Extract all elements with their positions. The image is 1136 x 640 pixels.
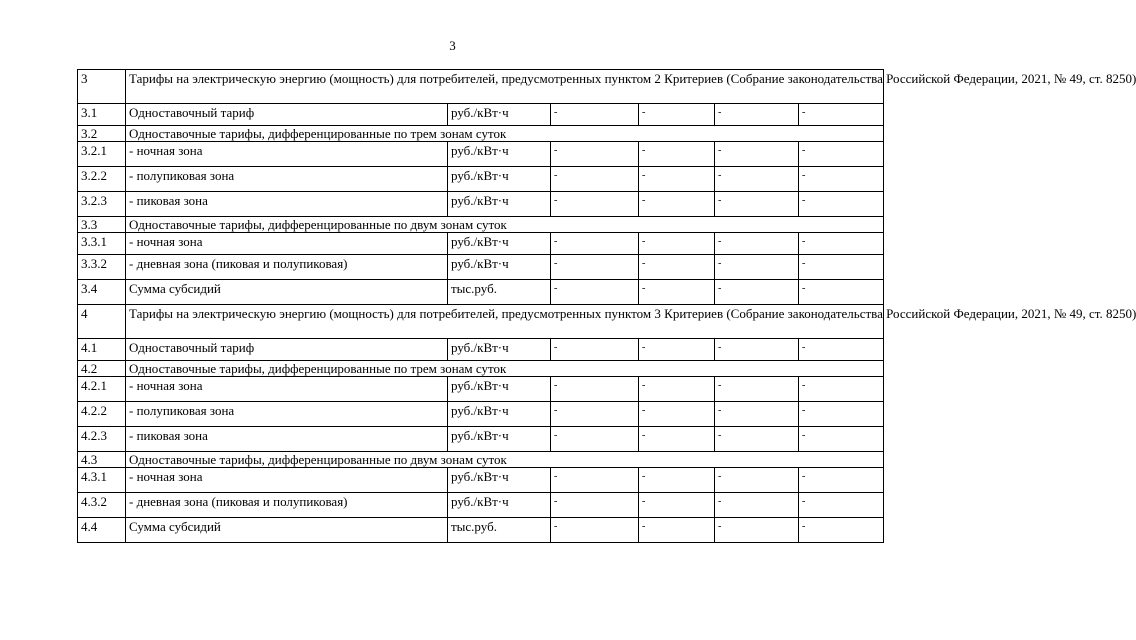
tariff-table	[77, 69, 1136, 543]
row-name: - дневная зона (пиковая и полупиковая)	[126, 255, 448, 280]
row-unit: руб./кВт·ч	[448, 192, 551, 217]
value-cell: -	[715, 402, 799, 427]
value-cell: -	[639, 280, 715, 305]
row-name: - пиковая зона	[126, 427, 448, 452]
value-cell: -	[639, 142, 715, 167]
row-name: - ночная зона	[126, 468, 448, 493]
section-title: Тарифы на электрическую энергию (мощность) для потребителей, предусмотренных пунктом 2 Критериев (Собрание законодательства Российской Федерации, 2021, № 49, ст. 8250)	[126, 70, 884, 104]
value-cell: -	[551, 468, 639, 493]
row-unit: руб./кВт·ч	[448, 493, 551, 518]
value-cell: -	[639, 427, 715, 452]
row-number: 3.3.1	[78, 233, 126, 255]
value-cell: -	[715, 142, 799, 167]
table-row	[78, 192, 884, 217]
value-cell: -	[639, 233, 715, 255]
table-row	[78, 339, 884, 361]
row-unit: руб./кВт·ч	[448, 427, 551, 452]
value-cell: -	[715, 233, 799, 255]
tariff-table-body	[78, 70, 1136, 543]
value-cell: -	[551, 493, 639, 518]
subheader-title: Одноставочные тарифы, дифференцированные по трем зонам суток	[126, 126, 884, 142]
row-unit: руб./кВт·ч	[448, 167, 551, 192]
value-cell: -	[639, 377, 715, 402]
value-cell: -	[551, 192, 639, 217]
value-cell: -	[715, 468, 799, 493]
row-name: Одноставочный тариф	[126, 339, 448, 361]
value-cell: -	[551, 280, 639, 305]
value-cell: -	[551, 167, 639, 192]
row-unit: руб./кВт·ч	[448, 233, 551, 255]
subheader-title: Одноставочные тарифы, дифференцированные по двум зонам суток	[126, 452, 884, 468]
table-row	[78, 255, 884, 280]
value-cell: -	[639, 167, 715, 192]
value-cell: -	[799, 233, 884, 255]
value-cell: -	[639, 493, 715, 518]
subheader-title: Одноставочные тарифы, дифференцированные по трем зонам суток	[126, 361, 884, 377]
row-name: - ночная зона	[126, 233, 448, 255]
row-unit: тыс.руб.	[448, 518, 551, 543]
table-row	[78, 468, 884, 493]
value-cell: -	[639, 339, 715, 361]
value-cell: -	[799, 280, 884, 305]
section-title: Тарифы на электрическую энергию (мощность) для потребителей, предусмотренных пунктом 3 Критериев (Собрание законодательства Российской Федерации, 2021, № 49, ст. 8250)	[126, 305, 884, 339]
value-cell: -	[799, 142, 884, 167]
value-cell: -	[715, 493, 799, 518]
row-number: 3.4	[78, 280, 126, 305]
value-cell: -	[715, 255, 799, 280]
value-cell: -	[715, 104, 799, 126]
row-number: 4	[78, 305, 126, 339]
row-number: 3	[78, 70, 126, 104]
subheader-row	[78, 126, 884, 142]
row-number: 3.2	[78, 126, 126, 142]
row-number: 4.2.2	[78, 402, 126, 427]
value-cell: -	[551, 142, 639, 167]
value-cell: -	[551, 427, 639, 452]
value-cell: -	[551, 104, 639, 126]
value-cell: -	[639, 518, 715, 543]
value-cell: -	[639, 468, 715, 493]
value-cell: -	[799, 167, 884, 192]
table-row	[78, 427, 884, 452]
value-cell: -	[551, 255, 639, 280]
table-row	[78, 402, 884, 427]
value-cell: -	[551, 402, 639, 427]
value-cell: -	[551, 518, 639, 543]
row-number: 4.4	[78, 518, 126, 543]
row-number: 3.3	[78, 217, 126, 233]
value-cell: -	[799, 518, 884, 543]
row-name: Сумма субсидий	[126, 518, 448, 543]
value-cell: -	[715, 280, 799, 305]
row-number: 3.2.3	[78, 192, 126, 217]
subheader-row	[78, 361, 884, 377]
subheader-row	[78, 217, 884, 233]
value-cell: -	[799, 339, 884, 361]
row-number: 3.1	[78, 104, 126, 126]
row-number: 4.2.3	[78, 427, 126, 452]
value-cell: -	[715, 377, 799, 402]
row-unit: руб./кВт·ч	[448, 468, 551, 493]
value-cell: -	[715, 192, 799, 217]
row-number: 4.1	[78, 339, 126, 361]
value-cell: -	[551, 377, 639, 402]
section-row	[78, 70, 884, 104]
value-cell: -	[715, 427, 799, 452]
row-number: 3.2.2	[78, 167, 126, 192]
row-number: 3.3.2	[78, 255, 126, 280]
table-row	[78, 493, 884, 518]
subheader-title: Одноставочные тарифы, дифференцированные по двум зонам суток	[126, 217, 884, 233]
value-cell: -	[799, 104, 884, 126]
row-name: - полупиковая зона	[126, 402, 448, 427]
value-cell: -	[715, 339, 799, 361]
section-row	[78, 305, 884, 339]
row-number: 4.3	[78, 452, 126, 468]
value-cell: -	[715, 518, 799, 543]
row-unit: руб./кВт·ч	[448, 142, 551, 167]
row-unit: руб./кВт·ч	[448, 104, 551, 126]
table-row	[78, 104, 884, 126]
value-cell: -	[799, 468, 884, 493]
page-number: 3	[449, 38, 456, 53]
value-cell: -	[799, 402, 884, 427]
row-number: 4.3.1	[78, 468, 126, 493]
row-name: - ночная зона	[126, 377, 448, 402]
table-row	[78, 167, 884, 192]
row-number: 4.2	[78, 361, 126, 377]
row-unit: руб./кВт·ч	[448, 377, 551, 402]
value-cell: -	[639, 255, 715, 280]
row-unit: руб./кВт·ч	[448, 339, 551, 361]
row-name: - полупиковая зона	[126, 167, 448, 192]
row-unit: руб./кВт·ч	[448, 255, 551, 280]
value-cell: -	[551, 233, 639, 255]
subheader-row	[78, 452, 884, 468]
value-cell: -	[799, 493, 884, 518]
row-name: - дневная зона (пиковая и полупиковая)	[126, 493, 448, 518]
value-cell: -	[799, 255, 884, 280]
table-row	[78, 280, 884, 305]
row-number: 4.2.1	[78, 377, 126, 402]
table-row	[78, 377, 884, 402]
value-cell: -	[639, 192, 715, 217]
value-cell: -	[799, 427, 884, 452]
table-row	[78, 518, 884, 543]
row-unit: руб./кВт·ч	[448, 402, 551, 427]
table-row	[78, 142, 884, 167]
row-name: Сумма субсидий	[126, 280, 448, 305]
row-name: - пиковая зона	[126, 192, 448, 217]
row-name: Одноставочный тариф	[126, 104, 448, 126]
value-cell: -	[639, 402, 715, 427]
value-cell: -	[799, 377, 884, 402]
row-number: 4.3.2	[78, 493, 126, 518]
table-row	[78, 233, 884, 255]
row-number: 3.2.1	[78, 142, 126, 167]
row-unit: тыс.руб.	[448, 280, 551, 305]
value-cell: -	[639, 104, 715, 126]
value-cell: -	[799, 192, 884, 217]
value-cell: -	[715, 167, 799, 192]
row-name: - ночная зона	[126, 142, 448, 167]
value-cell: -	[551, 339, 639, 361]
